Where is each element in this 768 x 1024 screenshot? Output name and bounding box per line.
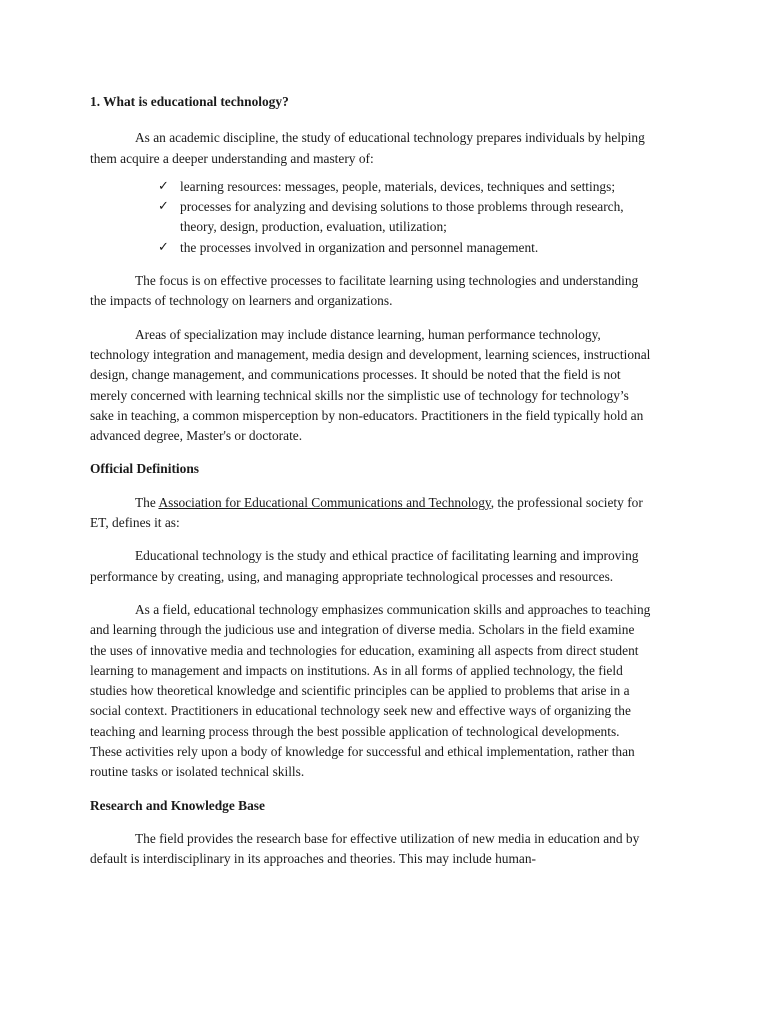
paragraph-intro: As an academic discipline, the study of educational technology prepares individuals by helping them acquire a deeper understanding and mastery of: <box>90 130 645 166</box>
list-item-text: processes for analyzing and devising solutions to those problems through research, theory, design, production, evaluation, utilization; <box>180 199 624 235</box>
paragraph-focus: The focus is on effective processes to facilitate learning using technologies and understanding the impacts of technology on learners and organizations. <box>90 273 639 309</box>
list-item <box>158 197 652 238</box>
paragraph-aect <box>90 493 652 534</box>
paragraph-research: The field provides the research base for effective utilization of new media in education and by default is interdisciplinary in its approaches and theories. This may include human- <box>90 830 640 867</box>
checkmark-icon: ✓ <box>158 199 169 215</box>
list-item <box>158 238 652 258</box>
aect-suffix: , the professional society for ET, defines it as: <box>90 494 643 531</box>
checkmark-icon: ✓ <box>158 178 169 194</box>
checklist <box>90 177 652 258</box>
paragraph-specialization: Areas of specialization may include distance learning, human performance technology, technology integration and management, media design and development, learning sciences, instructional design, change management, and communications processes. It should be noted that the field is not merely concerned with learning technical skills nor the simplistic use of technology for technology’s sake in teaching, a common misperception by non-educators. Practitioners in the field typically hold an advanced degree, Master's or doctorate. <box>90 326 651 444</box>
list-item <box>158 177 652 197</box>
document-page <box>90 92 652 883</box>
checkmark-icon: ✓ <box>158 239 169 255</box>
paragraph-definition: Educational technology is the study and ethical practice of facilitating learning and improving performance by creating, using, and managing appropriate technological processes and resources. <box>90 548 639 584</box>
section-heading-official-definitions: Official Definitions <box>90 461 199 477</box>
section-heading-what-is-edtech: 1. What is educational technology? <box>90 94 289 109</box>
paragraph-field: As a field, educational technology emphasizes communication skills and approaches to teaching and learning through the judicious use and integration of diverse media. Scholars in the field examine the uses of innovative media and technologies for education, examining all aspects from direct student learning to management and impacts on institutions. As in all forms of applied technology, the field studies how theoretical knowledge and scientific principles can be applied to problems that arise in a social context. Practitioners in educational technology seek new and effective ways of organizing the teaching and learning process through the best possible application of technological developments. These activities rely upon a body of knowledge for successful and ethical implementation, rather than routine tasks or isolated technical skills. <box>90 601 651 780</box>
list-item-text: learning resources: messages, people, materials, devices, techniques and settings; <box>180 178 616 194</box>
aect-prefix: The <box>135 494 159 510</box>
section-heading-research: Research and Knowledge Base <box>90 797 265 813</box>
aect-link[interactable]: Association for Educational Communications and Technology <box>158 494 491 510</box>
list-item-text: the processes involved in organization and personnel management. <box>180 239 539 255</box>
